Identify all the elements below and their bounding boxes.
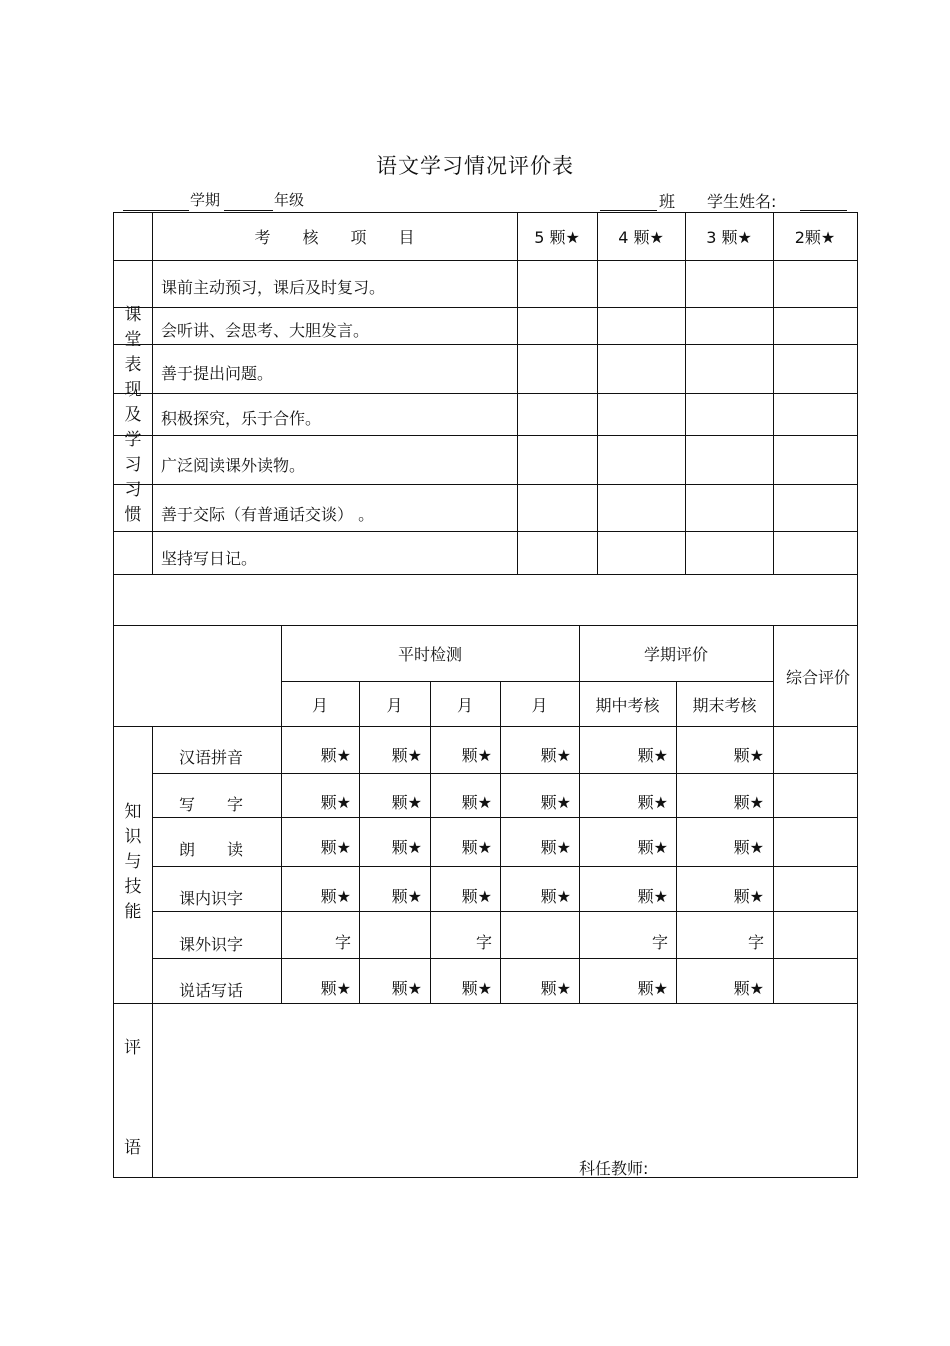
table-rule: [113, 212, 858, 213]
table-rule: [152, 911, 858, 912]
vertical-label-char: 课: [124, 305, 142, 325]
comment-label-top: 评: [124, 1038, 141, 1058]
skill-cell[interactable]: 字: [747, 933, 764, 952]
skill-cell[interactable]: 颗★: [540, 838, 571, 857]
skill-cell[interactable]: 颗★: [637, 793, 668, 812]
skill-cell[interactable]: 颗★: [320, 838, 351, 857]
table-rule: [152, 773, 858, 774]
table-rule: [152, 307, 858, 308]
table-rule: [113, 726, 858, 727]
table-rule: [281, 681, 774, 682]
skill-cell[interactable]: 颗★: [733, 838, 764, 857]
table-rule: [113, 344, 858, 345]
class-blank[interactable]: [600, 189, 657, 211]
teacher-label: 科任教师:: [579, 1159, 649, 1178]
skill-cell[interactable]: 颗★: [540, 746, 571, 765]
skill-cell[interactable]: 颗★: [733, 746, 764, 765]
vertical-label-char: 惯: [124, 505, 142, 525]
table-rule: [113, 212, 114, 1178]
class-label: 班: [659, 192, 676, 211]
vertical-label-char: 识: [124, 827, 142, 847]
table-rule: [113, 260, 858, 261]
skill-cell[interactable]: 颗★: [540, 793, 571, 812]
regular-test-header: 平时检测: [397, 645, 462, 664]
skill-cell[interactable]: 颗★: [637, 979, 668, 998]
table-rule: [113, 574, 858, 575]
table-rule: [152, 817, 858, 818]
skill-cell[interactable]: 颗★: [461, 746, 492, 765]
comment-area[interactable]: [153, 1004, 856, 1154]
student-name-label: 学生姓名:: [707, 192, 777, 211]
skill-cell[interactable]: 颗★: [733, 979, 764, 998]
skill-name: 朗 读: [179, 840, 244, 859]
semester-blank[interactable]: [123, 189, 189, 211]
table-rule: [113, 1177, 858, 1178]
semester-label: 学期: [190, 191, 221, 209]
skill-cell[interactable]: 颗★: [320, 746, 351, 765]
skill-cell[interactable]: 颗★: [461, 793, 492, 812]
table-rule: [773, 212, 774, 575]
item-2: 会听讲、会思考、大胆发言。: [161, 321, 370, 340]
semester-eval-header: 学期评价: [643, 645, 708, 664]
vertical-label-char: 与: [124, 852, 142, 872]
star-column-3: 3 颗★: [706, 228, 752, 247]
table-rule: [152, 212, 153, 575]
table-rule: [113, 393, 858, 394]
table-rule: [152, 866, 858, 867]
section-label-knowledge-text: [122, 800, 144, 925]
grade-blank[interactable]: [224, 189, 273, 211]
vertical-label-char: 习: [124, 480, 142, 500]
star-column-4: 4 颗★: [618, 228, 664, 247]
section-label-classroom: [122, 303, 144, 528]
final-header: 期末考核: [692, 696, 757, 715]
table-rule: [857, 212, 858, 1178]
skill-cell[interactable]: 颗★: [637, 838, 668, 857]
item-6: 善于交际（有普通话交谈） 。: [161, 505, 375, 524]
table-rule: [597, 212, 598, 575]
skill-cell[interactable]: 字: [334, 933, 351, 952]
table-rule: [685, 212, 686, 575]
skill-cell[interactable]: 颗★: [391, 838, 422, 857]
item-5: 广泛阅读课外读物。: [161, 456, 306, 475]
skill-cell[interactable]: 字: [651, 933, 668, 952]
month-header-1: 月: [311, 696, 328, 715]
skill-cell[interactable]: 颗★: [391, 887, 422, 906]
table-rule: [517, 212, 518, 575]
skill-cell[interactable]: 颗★: [461, 887, 492, 906]
month-header-4: 月: [531, 696, 548, 715]
grade-label: 年级: [274, 191, 305, 209]
vertical-label-char: 现: [124, 380, 142, 400]
overall-eval-header: 综合评价: [785, 668, 850, 687]
table-rule: [113, 531, 858, 532]
skill-name: 课内识字: [179, 889, 244, 908]
skill-cell[interactable]: 颗★: [637, 746, 668, 765]
vertical-label-char: 习: [124, 455, 142, 475]
skill-cell[interactable]: 颗★: [540, 979, 571, 998]
skill-cell[interactable]: 颗★: [320, 979, 351, 998]
column-title-items: 考 核 项 目: [254, 228, 415, 247]
section-label-classroom-text: [122, 303, 144, 528]
midterm-header: 期中考核: [595, 696, 660, 715]
skill-name: 课外识字: [179, 935, 244, 954]
table-rule: [113, 484, 858, 485]
item-4: 积极探究，乐于合作。: [161, 409, 322, 428]
star-column-2: 2颗★: [794, 228, 836, 247]
skill-cell[interactable]: 颗★: [320, 887, 351, 906]
skill-name: 说话写话: [179, 981, 244, 1000]
vertical-label-char: 堂: [124, 330, 142, 350]
skill-cell[interactable]: 颗★: [461, 979, 492, 998]
star-column-5: 5 颗★: [534, 228, 580, 247]
skill-cell[interactable]: 颗★: [637, 887, 668, 906]
vertical-label-char: 能: [124, 902, 142, 922]
skill-name: 写 字: [179, 795, 244, 814]
item-3: 善于提出问题。: [161, 364, 274, 383]
vertical-label-char: 表: [124, 355, 142, 375]
skill-cell[interactable]: 颗★: [733, 793, 764, 812]
skill-cell[interactable]: 颗★: [391, 979, 422, 998]
skill-cell[interactable]: 颗★: [461, 838, 492, 857]
skill-cell[interactable]: 颗★: [733, 887, 764, 906]
table-rule: [113, 625, 858, 626]
skill-cell[interactable]: 颗★: [391, 746, 422, 765]
skill-cell[interactable]: 字: [475, 933, 492, 952]
student-name-blank[interactable]: [800, 189, 847, 211]
item-1: 课前主动预习，课后及时复习。: [161, 278, 386, 297]
page-title: 语文学习情况评价表: [376, 154, 574, 178]
item-7: 坚持写日记。: [161, 549, 258, 568]
skill-name: 汉语拼音: [179, 748, 244, 767]
vertical-label-char: 及: [124, 405, 142, 425]
month-header-3: 月: [456, 696, 473, 715]
table-rule: [113, 435, 858, 436]
skill-cell[interactable]: 颗★: [320, 793, 351, 812]
vertical-label-char: 知: [124, 802, 142, 822]
vertical-label-char: 技: [124, 877, 142, 897]
month-header-2: 月: [386, 696, 403, 715]
table-rule: [676, 681, 677, 1004]
skill-cell[interactable]: 颗★: [540, 887, 571, 906]
table-rule: [152, 958, 858, 959]
vertical-label-char: 学: [124, 430, 142, 450]
skill-cell[interactable]: 颗★: [391, 793, 422, 812]
comment-label-bottom: 语: [124, 1138, 141, 1158]
section-label-knowledge: [122, 800, 144, 925]
